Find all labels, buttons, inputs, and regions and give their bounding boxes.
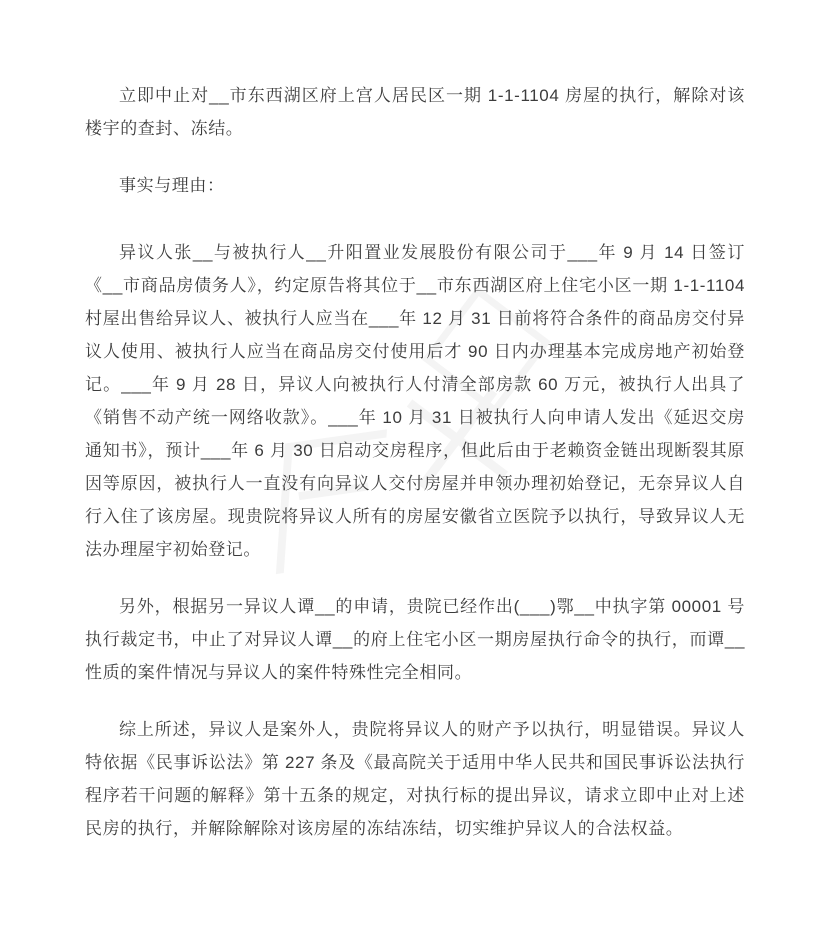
document-body (85, 79, 745, 845)
paragraph-facts: 异议人张__与被执行人__升阳置业发展股份有限公司于___年 9 月 14 日签订《__市商品房债务人》，约定原告将其位于__市东西湖区府上住宅小区一期 1-1-1104 村屋出售给异议人、被执行人应当在___年 12 月 31 日前将符合条件的商品房交付异议人使用、被执行人应当在商品房交付使用后才 90 日内办理基本完成房地产初始登记。___年 9 月 28 日，异议人向被执行人付清全部房款 60 万元，被执行人出具了《销售不动产统一网络收款》。___年 10 月 31 日被执行人向申请人发出《延迟交房通知书》，预计___年 6 月 30 日启动交房程序，但此后由于老赖资金链出现断裂其原因等原因，被执行人一直没有向异议人交付房屋并申领办理初始登记，无奈异议人自行入住了该房屋。现贵院将异议人所有的房屋安徽省立医院予以执行，导致异议人无法办理屋宇初始登记。 (85, 243, 745, 559)
section-heading-facts-and-reasons: 事实与理由： (119, 176, 225, 195)
paragraph-conclusion: 综上所述，异议人是案外人，贵院将异议人的财产予以执行，明显错误。异议人特依据《民事诉讼法》第 227 条及《最高院关于适用中华人民共和国民事诉讼法执行程序若干问题的解释》第十五条的规定，对执行标的提出异议，请求立即中止对上述民房的执行，并解除解除对该房屋的冻结冻结，切实维护异议人的合法权益。 (85, 720, 745, 838)
paragraph-request: 立即中止对__市东西湖区府上宫人居民区一期 1-1-1104 房屋的执行，解除对该楼宇的查封、冻结。 (85, 86, 745, 138)
paragraph-other-objector: 另外，根据另一异议人谭__的申请，贵院已经作出(___)鄂__中执字第 00001 号执行裁定书，中止了对异议人谭__的府上住宅小区一期房屋执行命令的执行，而谭__性质的案件情况与异议人的案件特殊性完全相同。 (85, 597, 745, 682)
